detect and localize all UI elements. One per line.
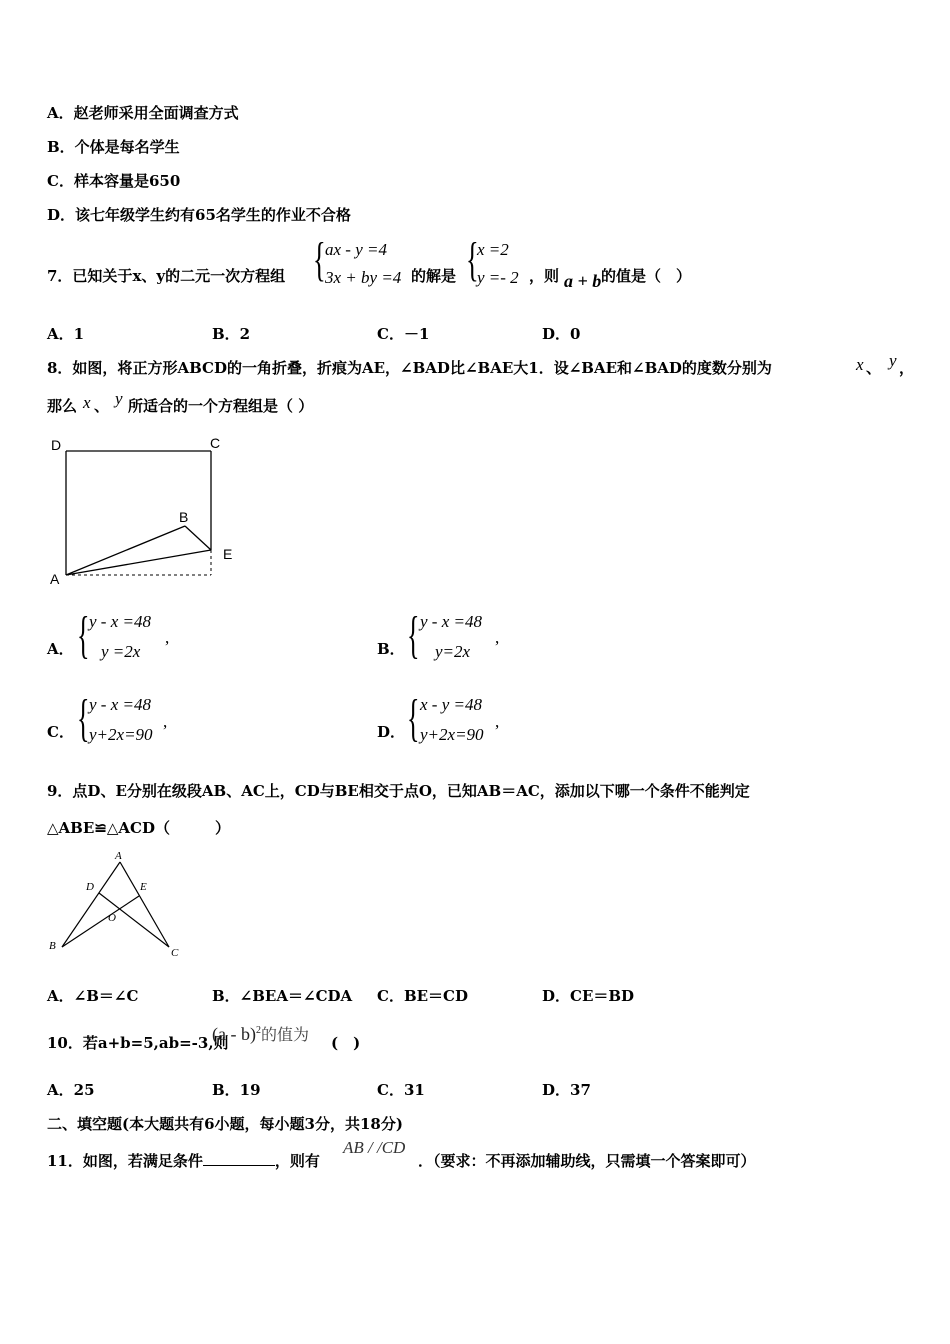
q6-option-d: D．该七年级学生约有65名学生的作业不合格 [47,206,351,224]
q8-option-b-tail: , [495,628,500,647]
q7-sys2-line1: x =2 [477,240,509,259]
q9-line1: 9．点D、E分别在级段AB、AC上，CD与BE相交于点O，已知AB＝AC，添加以下哪一个条件不能判定 [47,782,750,800]
q10-expr-base: (a - b) [212,1024,256,1044]
q7-option-a: A．1 [47,325,85,343]
edge-be [185,526,211,550]
q8-end1: ， [899,359,915,377]
q8-figure-svg [45,432,245,592]
q8-label-e: E [223,546,233,562]
q9-label-c: C [171,947,179,959]
q8-sep1: 、 [866,359,882,377]
q7-middle: 的解是 [411,267,457,285]
q11-mid: ，则有 [274,1152,320,1170]
q7-option-d: D．0 [542,325,581,343]
q8-line2-post: 所适合的一个方程组是（ ） [128,397,314,415]
q6-option-c: C．样本容量是650 [47,172,181,190]
q7-suffix: 的值是（ ） [601,267,692,285]
q7-option-c: C．－1 [377,325,430,343]
q9-label-o: O [108,912,116,924]
edge-ac [120,862,169,947]
q8-line2-x: x [83,393,91,412]
q11-suffix: ．（要求：不再添加辅助线，只需填一个答案即可） [418,1152,756,1170]
q8-option-d-label: D． [377,723,406,741]
q8-var-y: y [889,351,897,370]
q8-line2-pre: 那么 [47,397,78,415]
q9-option-c: C．BE＝CD [377,987,468,1005]
q9-label-b: B [49,940,56,952]
q8-label-c: C [210,435,221,451]
q11-expr: AB / /CD [343,1138,406,1157]
q7-sys1-line2: 3x + by =4 [325,268,402,287]
edge-ab [62,862,120,947]
q10-option-c: C．31 [377,1081,425,1099]
q7-sys2-brace: { [466,233,479,286]
edge-be [62,896,139,947]
q11-prefix: 11．如图，若满足条件 [47,1152,203,1170]
q8-option-c-line2: y+2x=90 [89,725,153,744]
q8-option-b-line2: y=2x [435,642,471,661]
q9-figure [45,850,190,965]
q8-sep2: 、 [94,397,110,415]
q8-option-b-line1: y - x =48 [420,612,482,631]
q8-label-a: A [50,571,60,587]
q8-option-a-label: A． [47,640,74,658]
q10-expression [212,1022,309,1045]
q8-option-d-brace: { [407,690,420,747]
q11-line [47,1150,320,1171]
q10-suffix: ( ) [331,1034,361,1052]
q8-var-x: x [856,355,864,374]
q8-option-d-line1: x - y =48 [420,695,482,714]
q7-sys1-line1: ax - y =4 [325,240,387,259]
q8-option-b-label: B． [377,640,405,658]
q6-option-a: A．赵老师采用全面调查方式 [47,104,239,122]
q9-label-e: E [140,881,147,893]
q7-sys2-line2: y =- 2 [477,268,519,287]
q9-figure-svg [45,850,190,965]
q8-label-b: B [179,509,189,525]
q10-expr-exponent: 2 [255,1025,261,1036]
q8-option-d-tail: , [495,712,500,731]
q7-prefix: 7．已知关于x、y的二元一次方程组 [47,267,286,285]
q6-option-b: B．个体是每名学生 [47,138,180,156]
q10-prefix: 10．若a+b=5,ab=-3,则 [47,1034,229,1052]
q8-option-b-brace: { [407,607,420,664]
q8-option-a-brace: { [77,607,90,664]
q8-option-a-line2: y =2x [101,642,141,661]
q9-option-a: A．∠B＝∠C [47,987,139,1005]
q7-comma: ，则 [529,267,560,285]
q9-option-b: B．∠BEA＝∠CDA [212,987,353,1005]
q9-label-d: D [86,881,94,893]
q9-label-a: A [115,850,122,862]
section2-title: 二、填空题(本大题共有6小题，每小题3分，共18分) [47,1115,403,1133]
q8-line2-y: y [115,389,123,408]
fold-ae [66,550,211,575]
q11-answer-blank[interactable] [203,1151,275,1166]
q10-option-b: B．19 [212,1081,261,1099]
q7-expr: a + b [564,271,602,291]
q8-label-d: D [51,437,62,453]
q9-line2: △ABE≌△ACD（ ） [47,819,230,837]
q7-option-b: B．2 [212,325,251,343]
edge-ab [66,526,185,575]
q10-option-a: A．25 [47,1081,95,1099]
q8-option-c-tail: , [163,712,168,731]
q8-figure [45,432,245,592]
q7-sys1-brace: { [313,233,326,286]
q8-option-d-line2: y+2x=90 [420,725,484,744]
q8-option-a-line1: y - x =48 [89,612,151,631]
q8-option-a-tail: , [165,628,170,647]
q8-line1: 8．如图，将正方形ABCD的一角折叠，折痕为AE，∠BAD比∠BAE大1．设∠BAE和∠BAD的度数分别为 [47,359,772,377]
q10-option-d: D．37 [542,1081,591,1099]
q10-expr-tail: 的值为 [260,1025,309,1044]
q8-option-c-brace: { [77,690,90,747]
q9-option-d: D．CE＝BD [542,987,635,1005]
q8-option-c-line1: y - x =48 [89,695,151,714]
q8-option-c-label: C． [47,723,74,741]
